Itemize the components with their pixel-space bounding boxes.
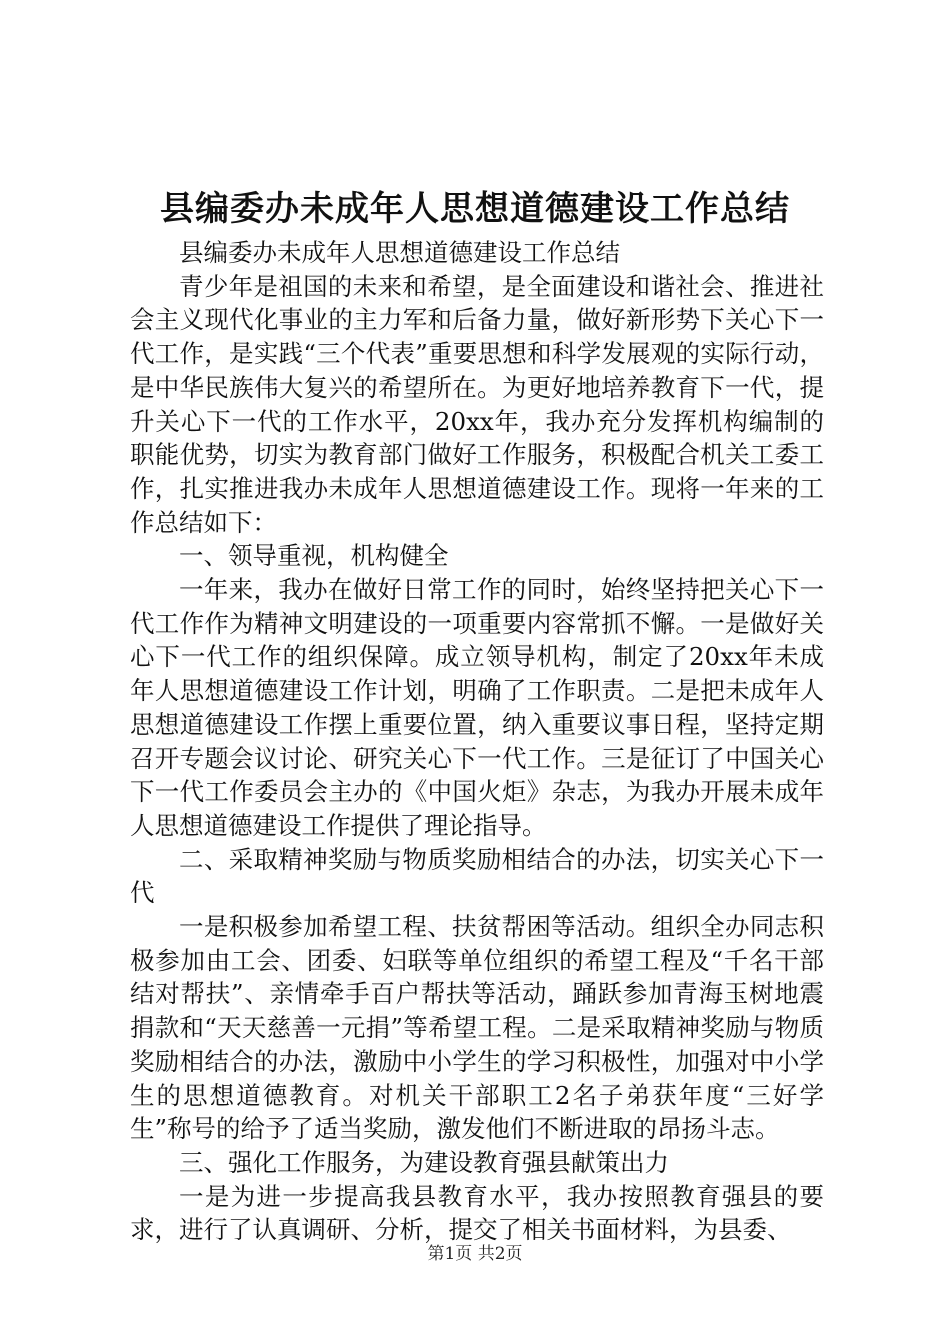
section-heading-1: 一、领导重视，机构健全	[179, 541, 449, 571]
page-number: 第1页	[427, 1244, 473, 1264]
document-title: 县编委办未成年人思想道德建设工作总结	[160, 189, 790, 229]
document-body	[130, 236, 824, 1247]
page-footer	[0, 1243, 950, 1265]
section-heading-3: 三、强化工作服务，为建设教育强县献策出力	[179, 1147, 669, 1177]
section-body-2: 一是积极参加希望工程、扶贫帮困等活动。组织全办同志积极参加由工会、团委、妇联等单位组织的希望工程及“千名干部结对帮扶”、亲情牵手百户帮扶等活动，踊跃参加青海玉树地震捐款和“天天慈善一元捐”等希望工程。二是采取精神奖励与物质奖励相结合的办法，激励中小学生的学习积极性，加强对中小学生的思想道德教育。对机关干部职工2名子弟获年度“三好学生”称号的给予了适当奖励，激发他们不断进取的昂扬斗志。	[130, 912, 824, 1144]
section-body-1: 一年来，我办在做好日常工作的同时，始终坚持把关心下一代工作作为精神文明建设的一项重要内容常抓不懈。一是做好关心下一代工作的组织保障。成立领导机构，制定了20xx年未成年人思想道德建设工作计划，明确了工作职责。二是把未成年人思想道德建设工作摆上重要位置，纳入重要议事日程，坚持定期召开专题会议讨论、研究关心下一代工作。三是征订了中国关心下一代工作委员会主办的《中国火炬》杂志，为我办开展未成年人思想道德建设工作提供了理论指导。	[130, 575, 824, 840]
section-body-3: 一是为进一步提高我县教育水平，我办按照教育强县的要求，进行了认真调研、分析，提交了相关书面材料，为县委、	[130, 1181, 824, 1245]
intro-paragraph: 青少年是祖国的未来和希望，是全面建设和谐社会、推进社会主义现代化事业的主力军和后备力量，做好新形势下关心下一代工作，是实践“三个代表”重要思想和科学发展观的实际行动，是中华民族伟大复兴的希望所在。为更好地培养教育下一代，提升关心下一代的工作水平，20xx年，我办充分发挥机构编制的职能优势，切实为教育部门做好工作服务，积极配合机关工委工作，扎实推进我办未成年人思想道德建设工作。现将一年来的工作总结如下：	[130, 271, 824, 537]
page-total: 共2页	[477, 1244, 523, 1264]
section-heading-2: 二、采取精神奖励与物质奖励相结合的办法，切实关心下一代	[130, 844, 824, 908]
document-subtitle: 县编委办未成年人思想道德建设工作总结	[179, 238, 620, 267]
